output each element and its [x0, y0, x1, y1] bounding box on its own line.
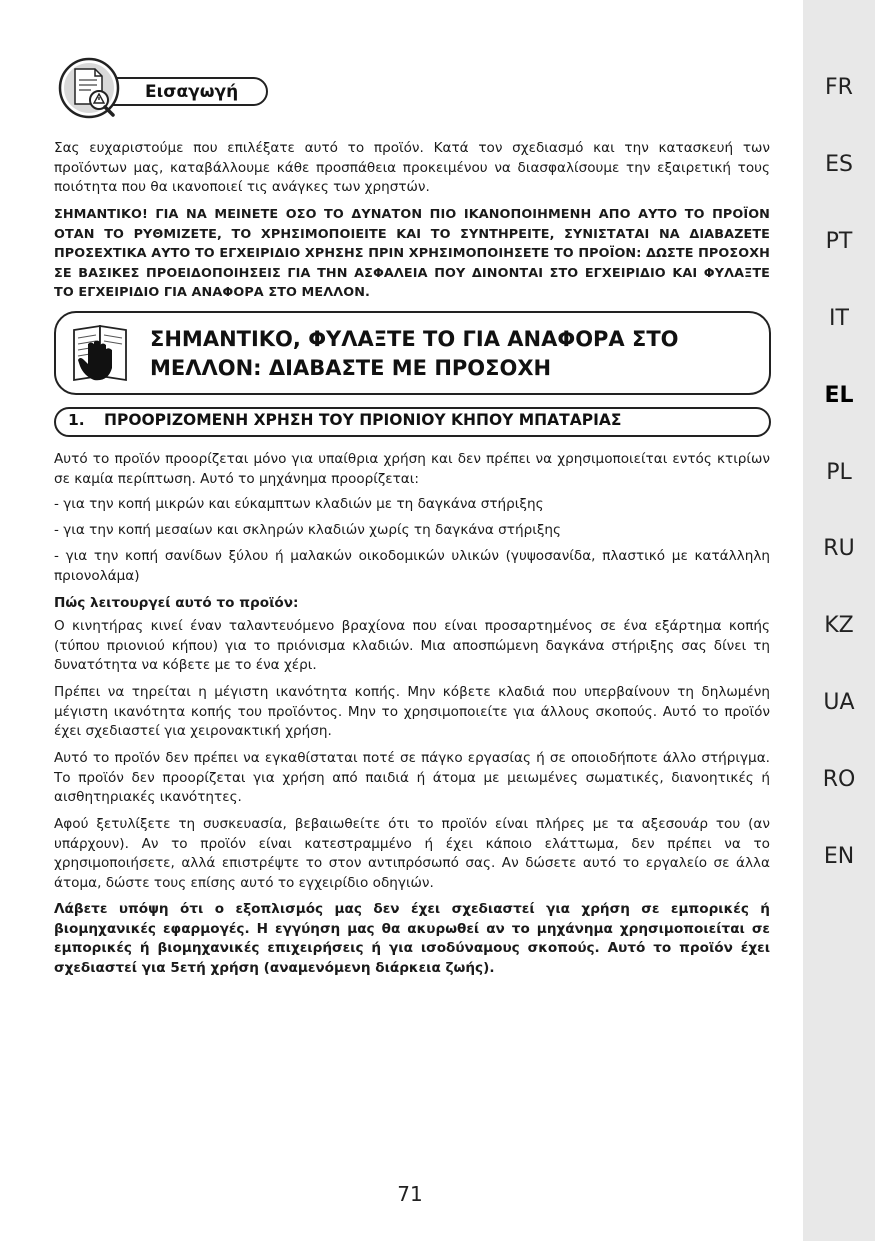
bullet-small-branches: - για την κοπή μικρών και εύκαμπτων κλαδιών με τη δαγκάνα στήριξης — [54, 496, 544, 512]
lang-fr[interactable]: FR — [825, 75, 853, 100]
section-number: 1. — [68, 411, 85, 429]
lang-es[interactable]: ES — [825, 152, 853, 177]
important-notice-line1: ΣΗΜΑΝΤΙΚΟ, ΦΥΛΑΞΤΕ ΤΟ ΓΙΑ ΑΝΑΦΟΡΑ ΣΤΟ — [150, 327, 679, 351]
lang-ro[interactable]: RO — [822, 767, 856, 792]
lang-pl[interactable]: PL — [826, 460, 852, 485]
paragraph-warranty: Λάβετε υπόψη ότι ο εξοπλισμός μας δεν έχει σχεδιαστεί για χρήση σε εμπορικές ή βιομηχανικές εφαρμογές. Η εγγύηση μας θα ακυρωθεί αν το μηχάνημα χρησιμοποιείται σε εμπορικές ή βιομηχανικές επιχειρήσεις ή για ισοδύναμους σκοπούς. Αυτό το προϊόν έχει σχεδιαστεί για 5ετή χρήση (αναμενόμενη διάρκεια ζωής). — [54, 901, 770, 976]
intro-paragraph: Σας ευχαριστούμε που επιλέξατε αυτό το προϊόν. Κατά τον σχεδιασμό και την κατασκευή των προϊόντων μας, καταβάλλουμε κάθε προσπάθεια προκειμένου να διασφαλίσουμε την εξαιρετική τους ποιότητα που θα ικανοποιεί τις ανάγκες των χρηστών. — [54, 140, 770, 195]
lang-kz[interactable]: KZ — [824, 613, 854, 638]
language-sidebar — [803, 0, 875, 1241]
lang-pt[interactable]: PT — [825, 229, 853, 254]
bullet-wood-boards: - για την κοπή σανίδων ξύλου ή μαλακών οικοδομικών υλικών (γυψοσανίδα, πλαστικό με κατάλληλη πριονολάμα) — [54, 548, 770, 584]
read-manual-icon — [68, 318, 138, 388]
document-warning-icon — [55, 56, 125, 120]
how-it-works-title: Πώς λειτουργεί αυτό το προϊόν: — [54, 595, 299, 611]
section-title — [68, 411, 621, 429]
paragraph-installation: Αυτό το προϊόν δεν πρέπει να εγκαθίσταται ποτέ σε πάγκο εργασίας ή σε οποιοδήποτε άλλο στήριγμα. Το προϊόν δεν προορίζεται για χρήση από παιδιά ή άτομα με μειωμένες σωματικές, διανοητικές ή αισθητηριακές ικανότητες. — [54, 750, 770, 805]
lang-en[interactable]: EN — [823, 844, 855, 869]
important-notice-line2: ΜΕΛΛΟΝ: ΔΙΑΒΑΣΤΕ ΜΕ ΠΡΟΣΟΧΗ — [150, 356, 552, 380]
section-paragraph-intended-use: Αυτό το προϊόν προορίζεται μόνο για υπαίθρια χρήση και δεν πρέπει να χρησιμοποιείται εντός κτιρίων σε καμία περίπτωση. Αυτό το μηχάνημα προορίζεται: — [54, 451, 770, 487]
important-notice-title — [150, 325, 750, 383]
lang-it[interactable]: IT — [829, 306, 849, 331]
lang-ru[interactable]: RU — [823, 536, 855, 561]
bullet-medium-branches: - για την κοπή μεσαίων και σκληρών κλαδιών χωρίς τη δαγκάνα στήριξης — [54, 522, 561, 538]
section-title-text: ΠΡΟΟΡΙΖΟΜΕΝΗ ΧΡΗΣΗ ΤΟΥ ΠΡΙΟΝΙΟΥ ΚΗΠΟΥ ΜΠΑΤΑΡΙΑΣ — [104, 411, 622, 429]
intro-important-paragraph: ΣΗΜΑΝΤΙΚΟ! ΓΙΑ ΝΑ ΜΕΙΝΕΤΕ ΟΣΟ ΤΟ ΔΥΝΑΤΟΝ ΠΙΟ ΙΚΑΝΟΠΟΙΗΜΕΝΗ ΑΠΟ ΑΥΤΟ ΤΟ ΠΡΟΪΟΝ ΟΤΑΝ ΤΟ ΡΥΘΜΙΖΕΤΕ, ΤΟ ΧΡΗΣΙΜΟΠΟΙΕΙΤΕ ΚΑΙ ΤΟ ΣΥΝΤΗΡΕΙΤΕ, ΣΥΝΙΣΤΑΤΑΙ ΝΑ ΔΙΑΒΑΖΕΤΕ ΠΡΟΣΕΧΤΙΚΑ ΑΥΤΟ ΤΟ ΕΓΧΕΙΡΙΔΙΟ ΧΡΗΣΗΣ ΠΡΙΝ ΧΡΗΣΙΜΟΠΟΙΗΣΕΤΕ ΤΟ ΠΡΟΪΟΝ: ΔΩΣΤΕ ΠΡΟΣΟΧΗ ΣΕ ΒΑΣΙΚΕΣ ΠΡΟΕΙΔΟΠΟΙΗΣΕΙΣ ΓΙΑ ΤΗΝ ΑΣΦΑΛΕΙΑ ΠΟΥ ΔΙΝΟΝΤΑΙ ΣΤΟ ΕΓΧΕΙΡΙΔΙΟ ΚΑΙ ΦΥΛΑΞΤΕ ΤΟ ΕΓΧΕΙΡΙΔΙΟ ΓΙΑ ΑΝΑΦΟΡΑ ΣΤΟ ΜΕΛΛΟΝ. — [54, 207, 770, 300]
intro-title: Εισαγωγή — [145, 82, 239, 102]
lang-el[interactable]: EL — [824, 383, 854, 408]
paragraph-unpacking: Αφού ξετυλίξετε τη συσκευασία, βεβαιωθείτε ότι το προϊόν είναι πλήρες με τα αξεσουάρ του (αν υπάρχουν). Αν το προϊόν είναι κατεστραμμένο ή έχει κάποιο ελάττωμα, δεν πρέπει να το χρησιμοποιήσετε, αλλά επιστρέψτε το στον αντιπρόσωπό σας. Αν δώσετε αυτό το εργαλείο σε άλλα άτομα, δώστε τους επίσης αυτό το εγχειρίδιο οδηγιών. — [54, 816, 770, 891]
paragraph-cutting-capacity: Πρέπει να τηρείται η μέγιστη ικανότητα κοπής. Μην κόβετε κλαδιά που υπερβαίνουν τη δηλωμένη μέγιστη ικανότητα κοπής του προϊόντος. Μην το χρησιμοποιείτε για άλλους σκοπούς. Αυτό το προϊόν έχει σχεδιαστεί για χειρονακτική χρήση. — [54, 684, 770, 739]
page-number: 71 — [397, 1182, 423, 1206]
paragraph-how-it-works: Ο κινητήρας κινεί έναν ταλαντευόμενο βραχίονα που είναι προσαρτημένος σε ένα εξάρτημα κοπής (τύπου πριονιού κήπου) για το πριόνισμα κλαδιών. Μια αποσπώμενη δαγκάνα στήριξης σας δίνει τη δυνατότητα να κόβετε με το ένα χέρι. — [54, 618, 770, 673]
lang-ua[interactable]: UA — [823, 690, 855, 715]
